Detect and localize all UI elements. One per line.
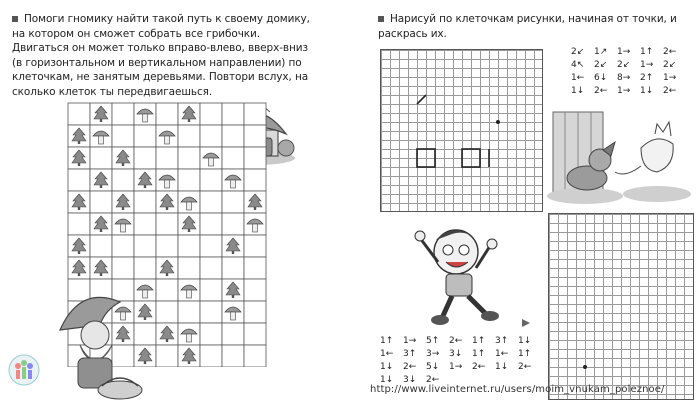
maze-cell — [200, 235, 222, 257]
mushroom-stem — [231, 180, 236, 188]
maze-cell — [68, 169, 90, 191]
maze-cell — [244, 103, 266, 125]
arrow-row: 4↖ 2↙ 2↙ 1→ 2↙ — [571, 60, 677, 70]
gnome-illustration — [50, 290, 150, 402]
maze-cell — [244, 323, 266, 345]
dog-and-cat-illustration — [545, 108, 695, 206]
grid-start-dot — [549, 214, 695, 401]
maze-cell — [90, 191, 112, 213]
tree-trunk — [78, 251, 80, 254]
right-task-text — [378, 12, 693, 41]
maze-cell — [112, 235, 134, 257]
arrow-row: 1↑ 1→ 5↑ 2← 1↑ 3↑ 1↓ — [380, 336, 532, 346]
maze-cell — [178, 257, 200, 279]
maze-cell — [200, 213, 222, 235]
maze-cell — [156, 301, 178, 323]
mushroom-stem — [209, 158, 214, 166]
maze-cell — [112, 169, 134, 191]
mushroom-stem — [231, 312, 236, 320]
tree-trunk — [188, 361, 190, 364]
tree-trunk — [144, 185, 146, 188]
tree-trunk — [166, 207, 168, 210]
maze-cell — [200, 345, 222, 367]
mushroom-stem — [187, 202, 192, 210]
maze-cell — [200, 103, 222, 125]
mushroom-stem — [99, 136, 104, 144]
arrow-row: 1← 6↓ 8→ 2↑ 1→ — [571, 73, 677, 83]
arrow-row: 1↓ 3↓ 2← — [380, 375, 440, 385]
maze-cell — [134, 147, 156, 169]
maze-cell — [222, 125, 244, 147]
mushroom-stem — [165, 136, 170, 144]
maze-cell — [156, 235, 178, 257]
maze-cell — [200, 169, 222, 191]
tree-trunk — [166, 339, 168, 342]
bullet-square-icon — [12, 16, 18, 22]
maze-cell — [178, 235, 200, 257]
arrow-row: 1↓ 2← 1→ 1↓ 2← — [571, 86, 677, 96]
maze-cell — [244, 257, 266, 279]
maze-cell — [90, 235, 112, 257]
right-task-line: раскрась их. — [378, 27, 447, 40]
maze-cell — [244, 345, 266, 367]
tree-trunk — [166, 273, 168, 276]
tree-trunk — [78, 141, 80, 144]
tree-trunk — [188, 119, 190, 122]
publisher-logo-icon — [4, 352, 44, 396]
maze-cell — [244, 301, 266, 323]
grid-starter-marks — [381, 50, 544, 213]
left-task-line: на котором он сможет собрать все грибочки. — [12, 27, 260, 40]
maze-cell — [134, 213, 156, 235]
maze-cell — [178, 169, 200, 191]
arrow-row: 1↓ 2← 5↓ 1→ 2← 1↓ 2← — [380, 362, 532, 372]
maze-cell — [244, 279, 266, 301]
mushroom-stem — [165, 180, 170, 188]
maze-cell — [112, 103, 134, 125]
maze-cell — [244, 169, 266, 191]
maze-cell — [68, 103, 90, 125]
maze-cell — [222, 103, 244, 125]
maze-cell — [200, 279, 222, 301]
tree-trunk — [188, 229, 190, 232]
maze-cell — [222, 345, 244, 367]
maze-cell — [244, 125, 266, 147]
maze-cell — [222, 213, 244, 235]
maze-cell — [222, 257, 244, 279]
left-task-line: Помоги гномику найти такой путь к своему домику, — [12, 12, 357, 27]
mushroom-stem — [143, 114, 148, 122]
maze-cell — [244, 147, 266, 169]
maze-cell — [134, 235, 156, 257]
arrow-instructions-bottom — [380, 335, 541, 387]
maze-cell — [134, 125, 156, 147]
drawing-grid-bottom — [548, 213, 694, 400]
maze-cell — [200, 191, 222, 213]
tree-trunk — [78, 273, 80, 276]
maze-cell — [244, 235, 266, 257]
maze-cell — [156, 103, 178, 125]
maze-cell — [222, 323, 244, 345]
maze-cell — [68, 213, 90, 235]
maze-cell — [178, 301, 200, 323]
left-task-line: сколько клеток ты передвигаешься. — [12, 85, 213, 98]
maze-cell — [90, 147, 112, 169]
mushroom-stem — [187, 334, 192, 342]
maze-cell — [134, 191, 156, 213]
arrow-row: 1← 3↑ 3→ 3↓ 1↑ 1← 1↑ — [380, 349, 532, 359]
left-task-line: клеточкам, не занятым деревьями. Повтори вслух, на — [12, 71, 309, 84]
running-boy-illustration — [412, 218, 516, 328]
maze-cell — [200, 125, 222, 147]
maze-cell — [134, 257, 156, 279]
triangle-marker-icon — [521, 318, 531, 328]
right-task-line: Нарисуй по клеточкам рисунки, начиная от точки, и — [378, 12, 693, 27]
left-task-line: Двигаться он может только вправо-влево, вверх-вниз — [12, 42, 308, 55]
drawing-grid-top — [380, 49, 543, 212]
watermark-url: http://www.liveinternet.ru/users/moim_vnukam_poleznoe/ — [370, 384, 665, 395]
mushroom-stem — [121, 224, 126, 232]
maze-cell — [200, 257, 222, 279]
maze-cell — [222, 147, 244, 169]
left-task-line: (в горизонтальном и вертикальном направлении) по — [12, 56, 302, 69]
maze-cell — [200, 323, 222, 345]
maze-cell — [112, 125, 134, 147]
tree-trunk — [254, 207, 256, 210]
tree-trunk — [122, 207, 124, 210]
tree-trunk — [232, 251, 234, 254]
maze-cell — [156, 345, 178, 367]
maze-cell — [156, 147, 178, 169]
maze-cell — [178, 147, 200, 169]
maze-cell — [156, 213, 178, 235]
tree-trunk — [100, 185, 102, 188]
tree-trunk — [100, 273, 102, 276]
tree-trunk — [78, 163, 80, 166]
tree-trunk — [232, 295, 234, 298]
mushroom-stem — [253, 224, 258, 232]
left-task-text — [12, 12, 357, 100]
maze-cell — [222, 191, 244, 213]
tree-trunk — [100, 119, 102, 122]
maze-cell — [112, 257, 134, 279]
mushroom-stem — [187, 290, 192, 298]
tree-trunk — [78, 207, 80, 210]
arrow-instructions-top — [571, 46, 686, 98]
bullet-square-icon — [378, 16, 384, 22]
maze-cell — [178, 125, 200, 147]
maze-cell — [200, 301, 222, 323]
tree-trunk — [122, 163, 124, 166]
arrow-row: 2↙ 1↗ 1→ 1↑ 2← — [571, 47, 677, 57]
maze-cell — [156, 279, 178, 301]
tree-trunk — [100, 229, 102, 232]
